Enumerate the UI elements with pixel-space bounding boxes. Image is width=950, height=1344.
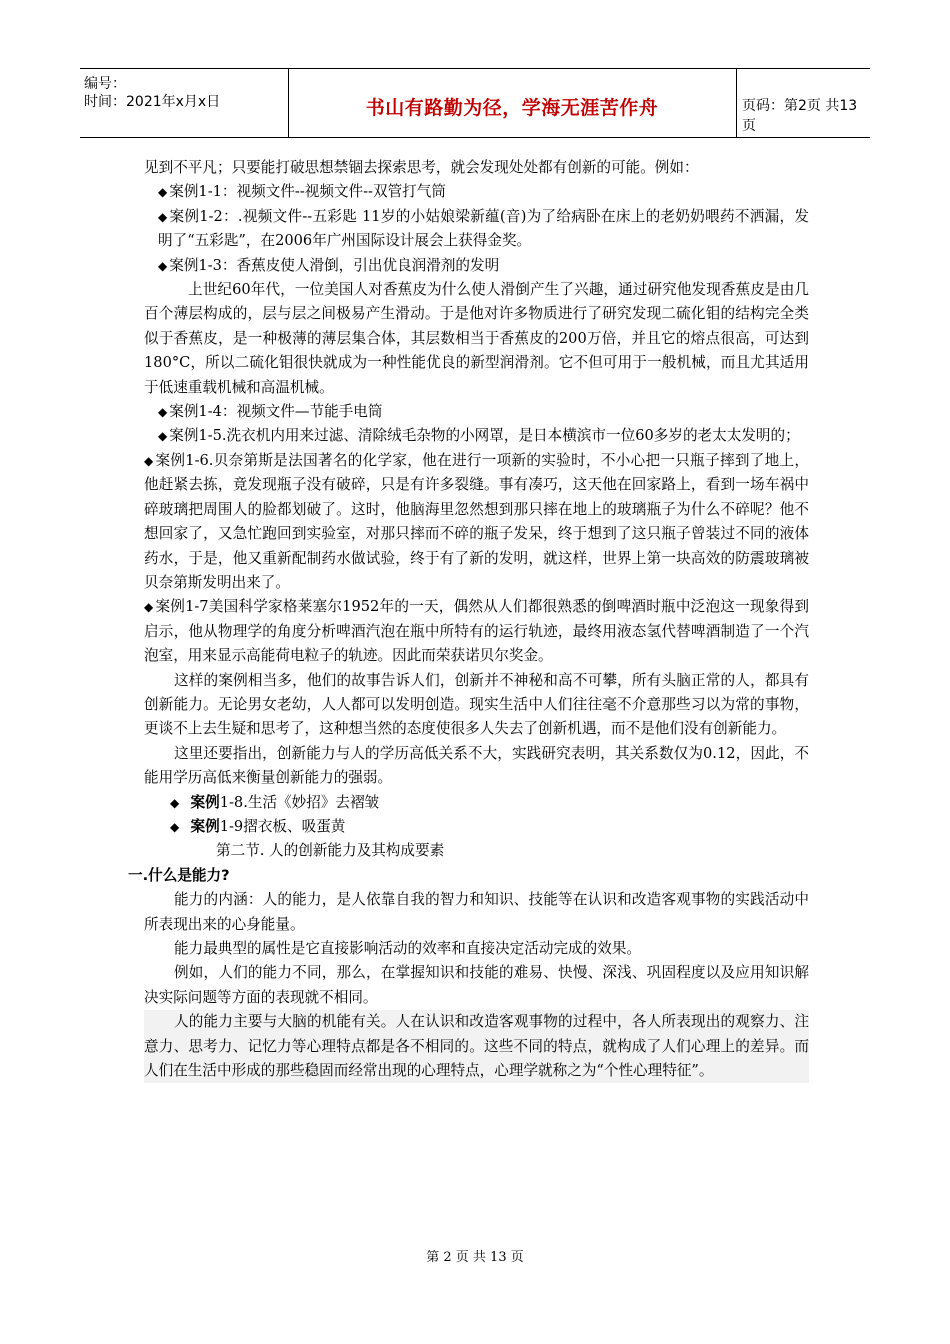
case-1-5: ◆ 案例1-5.洗衣机内用来过滤、清除绒毛杂物的小网罩，是日本横滨市一位60多岁的老太太发明的； — [144, 424, 809, 448]
bullet-icon: ◆ — [158, 185, 168, 200]
header-motto-cell — [288, 69, 737, 137]
page-footer: 第 2 页 共 13 页 — [426, 1250, 524, 1265]
paragraph-example: 例如，人们的能力不同，那么，在掌握知识和技能的难易、快慢、深浅、巩固程度以及应用知识解决实际问题等方面的表现就不相同。 — [144, 964, 809, 1006]
bullet-icon: ◆ — [158, 258, 168, 273]
heading-what-is-ability: 一.什么是能力? — [128, 866, 230, 884]
case-1-4: ◆ 案例1-4：视频文件—节能手电筒 — [144, 400, 809, 424]
paragraph-many-cases: 这样的案例相当多，他们的故事告诉人们，创新并不神秘和高不可攀，所有头脑正常的人，都具有创新能力。无论男女老幼，人人都可以发明创造。现实生活中人们往往毫不介意那些习以为常的事物，更谈不上去生疑和思考了，这种想当然的态度使很多人失去了创新机遇，而不是他们没有创新能力。 — [144, 671, 809, 738]
bullet-icon: ◆ — [170, 819, 180, 834]
paragraph-education: 这里还要指出，创新能力与人的学历高低关系不大，实践研究表明，其关系数仅为0.12，因此，不能用学历高低来衡量创新能力的强弱。 — [144, 744, 809, 787]
bullet-icon: ◆ — [158, 405, 168, 420]
paragraph-banana: 上世纪60年代，一位美国人对香蕉皮为什么使人滑倒产生了兴趣，通过研究他发现香蕉皮是由几百个薄层构成的，层与层之间极易产生滑动。于是他对许多物质进行了研究发现二硫化钼的结构完全类似于香蕉皮，是一种极薄的薄层集合体，其层数相当于香蕉皮的200万倍，并且它的熔点很高，可达到180°C，所以二硫化钼很快就成为一种性能优良的新型润滑剂。它不但可用于一般机械，而且尤其适用于低速重载机械和高温机械。 — [144, 281, 809, 396]
page-header — [80, 68, 870, 138]
bullet-icon: ◆ — [144, 453, 154, 468]
header-left-cell — [80, 69, 289, 137]
paragraph-attribute: 能力最典型的属性是它直接影响活动的效率和直接决定活动完成的效果。 — [174, 940, 642, 957]
page-number-label: 页码：第2页 共13页 — [742, 98, 858, 134]
document-body — [128, 156, 809, 1083]
date-label: 时间：2021年x月x日 — [84, 94, 221, 110]
bullet-icon: ◆ — [158, 209, 168, 224]
header-page-cell — [736, 69, 870, 137]
section-title: 第二节. 人的创新能力及其构成要素 — [216, 842, 445, 860]
case-1-7: ◆ 案例1-7美国科学家格莱塞尔1952年的一天，偶然从人们都很熟悉的倒啤酒时瓶中泛泡这一现象得到启示，他从物理学的角度分析啤酒汽泡在瓶中所特有的运行轨迹，最终用液态氢代替啤酒制造了一个汽泡室，用来显示高能荷电粒子的轨迹。因此而荣获诺贝尔奖金。 — [144, 595, 809, 668]
bullet-icon: ◆ — [170, 795, 180, 810]
paragraph-brain: 人的能力主要与大脑的机能有关。人在认识和改造客观事物的过程中，各人所表现出的观察力、注意力、思考力、记忆力等心理特点都是各不相同的。这些不同的特点，就构成了人们心理上的差异。而人们在生活中形成的那些稳固而经常出现的心理特点，心理学就称之为“个性心理特征”。 — [144, 1010, 809, 1083]
case-1-9: ◆ 案例1-9摺衣板、吸蛋黄 — [144, 815, 809, 839]
case-1-2: ◆ 案例1-2：.视频文件--五彩匙 11岁的小姑娘梁新蕴(音)为了给病卧在床上的老奶奶喂药不洒漏，发明了“五彩匙”，在2006年广州国际设计展会上获得金奖。 — [144, 205, 809, 254]
case-1-1: ◆ 案例1-1：视频文件--视频文件--双管打气筒 — [144, 180, 809, 204]
paragraph-intro-continued: 见到不平凡；只要能打破思想禁锢去探索思考，就会发现处处都有创新的可能。例如： — [144, 159, 699, 176]
case-1-6: ◆ 案例1-6.贝奈第斯是法国著名的化学家，他在进行一项新的实验时，不小心把一只瓶子摔到了地上，他赶紧去拣，竟发现瓶子没有破碎，只是有许多裂缝。事有凑巧，这天他在回家路上，看到一场车祸中碎玻璃把周围人的脸都划破了。这时，他脑海里忽然想到那只摔在地上的玻璃瓶子为什么不碎呢？他不想回家了，又急忙跑回到实验室，对那只摔而不碎的瓶子发呆，终于想到了这只瓶子曾装过不同的液体药水，于是，他又重新配制药水做试验，终于有了新的发明，就这样，世界上第一块高效的防震玻璃被贝奈第斯发明出来了。 — [144, 449, 809, 595]
motto: 书山有路勤为径，学海无涯苦作舟 — [365, 97, 659, 119]
bullet-icon: ◆ — [144, 600, 154, 615]
case-1-8: ◆ 案例1-8.生活《妙招》去褶皱 — [144, 791, 809, 815]
bullet-icon: ◆ — [158, 429, 168, 444]
paragraph-definition: 能力的内涵：人的能力，是人依靠自我的智力和知识、技能等在认识和改造客观事物的实践活动中所表现出来的心身能量。 — [144, 891, 809, 933]
case-1-3: ◆ 案例1-3：香蕉皮使人滑倒，引出优良润滑剂的发明 — [144, 254, 809, 278]
number-label: 编号： — [84, 76, 126, 92]
